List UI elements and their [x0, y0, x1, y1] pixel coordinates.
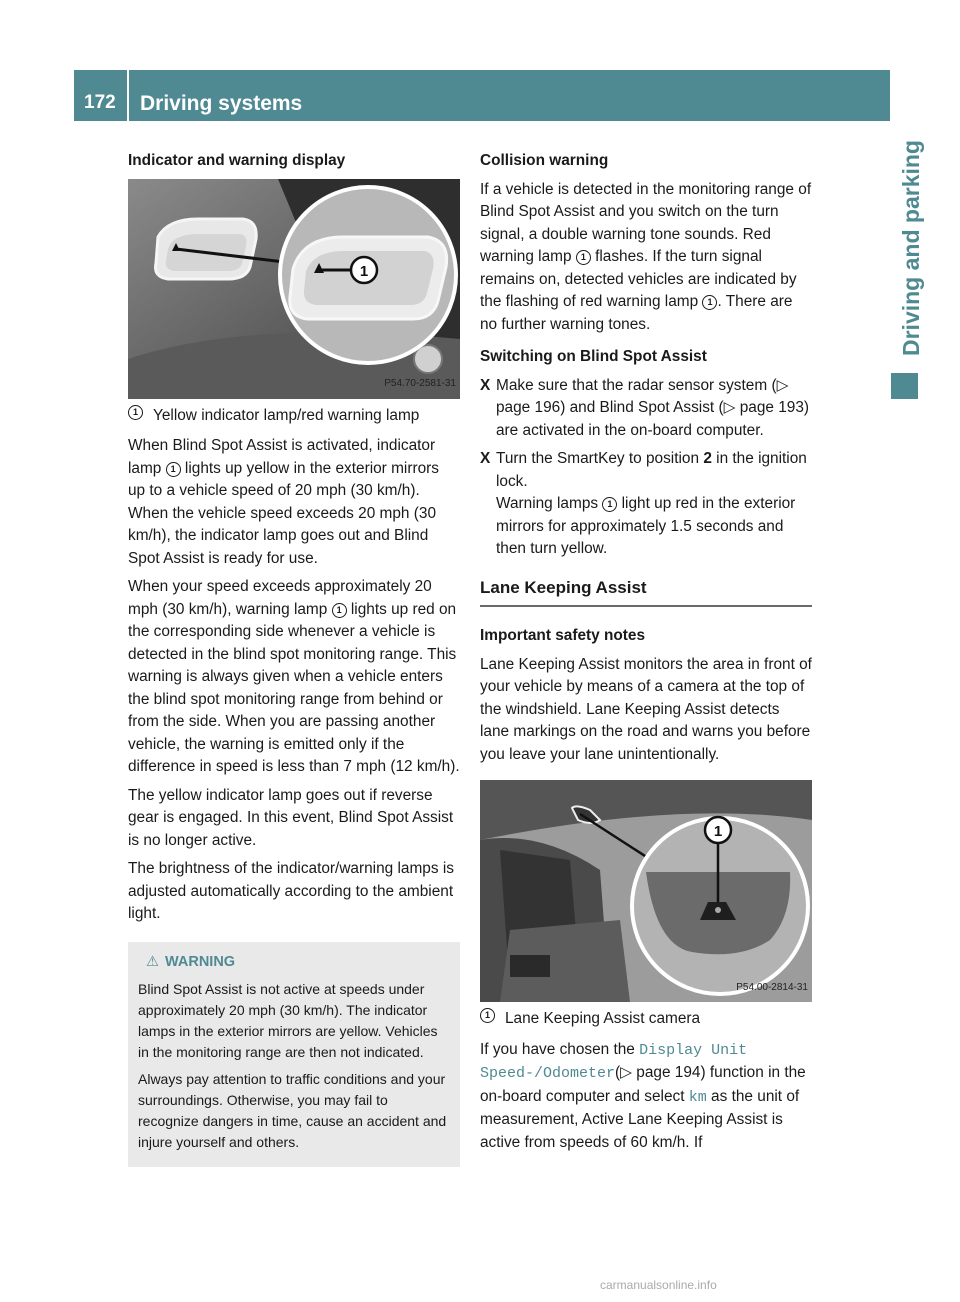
text: page 196) and Blind Spot Assist (	[496, 399, 724, 416]
paragraph: The brightness of the indicator/warning lamps is adjusted automatically according to the ambient light.	[128, 860, 454, 922]
page-title: Driving systems	[140, 92, 303, 115]
warning-title	[138, 952, 452, 973]
text: When your speed exceeds approximately 20 mph (30 km/h), warning lamp	[128, 578, 432, 618]
text: in the ignition lock.	[496, 450, 807, 490]
text: Turn the SmartKey to position	[496, 450, 704, 467]
text: light up red in the exterior mirrors for approximately 1.5 seconds and then turn yellow.	[496, 495, 796, 557]
callout-badge: 1	[332, 603, 347, 618]
text: . There are no further warning tones.	[480, 293, 793, 333]
paragraph	[128, 435, 460, 570]
watermark: carmanualsonline.info	[600, 1278, 717, 1292]
left-column	[128, 150, 460, 1167]
figure-caption	[480, 1008, 812, 1031]
text: (	[615, 1064, 621, 1081]
mirror-illustration	[128, 179, 460, 399]
text: page 194) function in the on-board computer and select	[480, 1064, 806, 1105]
figure-code: P54.70-2581-31	[384, 378, 456, 389]
caption-text: Yellow indicator lamp/red warning lamp	[153, 406, 420, 424]
text: flashes. If the turn signal remains on, detected vehicles are indicated by the flashing of red warning lamp	[480, 248, 797, 310]
page-ref-arrow-icon: ▷	[776, 376, 789, 394]
step-marker: X	[480, 450, 491, 467]
callout-number: 1	[359, 262, 369, 280]
callout-badge: 1	[166, 462, 181, 477]
caption-text: Lane Keeping Assist camera	[505, 1010, 701, 1027]
section-title: Lane Keeping Assist	[480, 577, 812, 608]
paragraph	[128, 576, 460, 779]
callout-badge: 1	[576, 250, 591, 265]
text: Warning lamps	[496, 495, 599, 512]
camera-illustration	[480, 780, 812, 1002]
paragraph: Lane Keeping Assist monitors the area in front of your vehicle by means of a camera at the top of the windshield. Lane Keeping Assist detects lane markings on the road and warns you before you leave your lane unintentionally.	[480, 655, 812, 763]
paragraph	[480, 1039, 812, 1155]
figure-caption	[128, 405, 460, 428]
indicator-heading: Indicator and warning display	[128, 152, 346, 169]
text: page 193) are activated in the on-board computer.	[496, 399, 810, 439]
paragraph: The yellow indicator lamp goes out if reverse gear is engaged. In this event, Blind Spot Assist is no longer active.	[128, 786, 454, 849]
key-position: 2	[703, 450, 712, 467]
page-number: 172	[84, 92, 116, 113]
text: When Blind Spot Assist is activated, indicator lamp	[128, 437, 436, 477]
side-tab-marker	[891, 373, 918, 399]
step-marker: X	[480, 376, 491, 394]
callout-badge: 1	[128, 405, 143, 420]
warning-triangle-icon: ⚠	[146, 953, 159, 970]
collision-heading: Collision warning	[480, 152, 609, 169]
km-setting: km	[688, 1088, 707, 1106]
instruction-step	[480, 375, 812, 443]
text: Make sure that the radar sensor system (	[496, 376, 777, 394]
warning-text: Always pay attention to traffic conditions and your surroundings. Otherwise, you may fail to recognize dangers in time, cause an accident and injure yourself and others.	[138, 1070, 447, 1150]
right-column	[480, 150, 812, 1160]
mirror-figure	[128, 179, 460, 399]
callout-badge: 1	[480, 1008, 495, 1023]
header-divider	[127, 70, 129, 121]
text: If a vehicle is detected in the monitoring range of Blind Spot Assist and you switch on the turn signal, a double warning tone sounds. Red warning lamp	[480, 180, 812, 265]
warning-box	[128, 942, 460, 1167]
instruction-step	[480, 448, 812, 561]
text: as the unit of measurement, Active Lane Keeping Assist is active from speeds of 60 km/h. If	[480, 1087, 800, 1151]
page-ref-arrow-icon: ▷	[620, 1064, 633, 1081]
callout-badge: 1	[602, 497, 617, 512]
paragraph	[480, 179, 812, 337]
camera-figure	[480, 780, 812, 1002]
text: lights up yellow in the exterior mirrors up to a vehicle speed of 20 mph (30 km/h). When the vehicle speed exceeds 20 mph (30 km/h), the indicator lamp goes out and Blind Spot Assist is ready for use.	[128, 459, 439, 567]
figure-code: P54.00-2814-31	[736, 981, 808, 993]
display-unit-setting: Display Unit Speed-/Odometer	[480, 1041, 748, 1082]
text: lights up red on the corresponding side whenever a vehicle is detected in the blind spot monitoring range. This warning is always given when a vehicle enters the blind spot monitoring range from behind or from the side. When you are passing another vehicle, the warning is emitted only if the difference in speed is less than 7 mph (12 km/h).	[128, 600, 460, 775]
warning-label: WARNING	[165, 953, 236, 970]
callout-number: 1	[713, 823, 723, 840]
callout-badge: 1	[702, 295, 717, 310]
warning-text: Blind Spot Assist is not active at speeds under approximately 20 mph (30 km/h). The indicator lamps in the exterior mirrors are yellow. Vehicles in the monitoring range are then not indicated.	[138, 980, 438, 1060]
side-tab-label: Driving and parking	[898, 140, 924, 356]
switching-heading: Switching on Blind Spot Assist	[480, 348, 707, 365]
safety-heading: Important safety notes	[480, 627, 646, 644]
text: If you have chosen the	[480, 1040, 640, 1058]
page-ref-arrow-icon: ▷	[723, 399, 736, 416]
